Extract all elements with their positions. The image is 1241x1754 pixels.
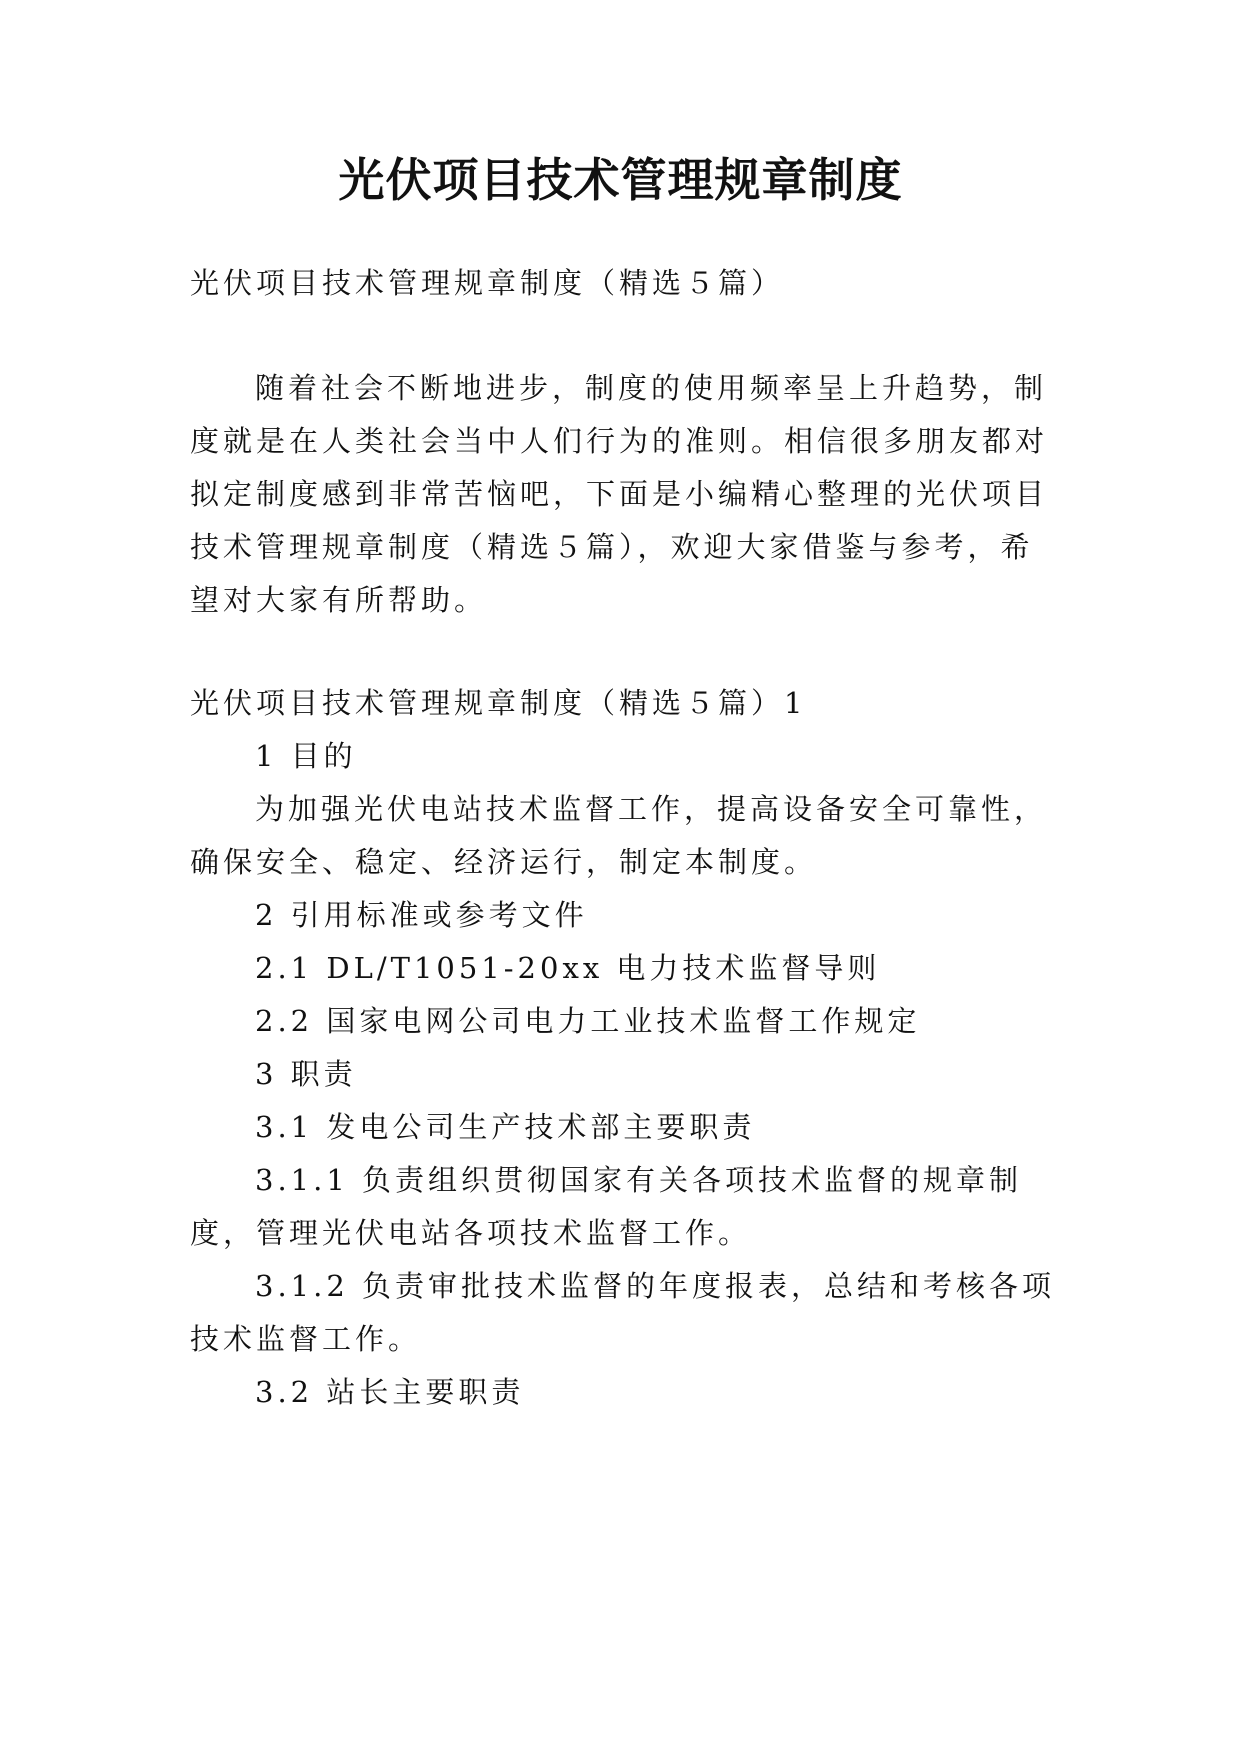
body-line: 度，管理光伏电站各项技术监督工作。 (190, 1216, 752, 1250)
intro-line: 随着社会不断地进步，制度的使用频率呈上升趋势，制 (255, 371, 1048, 405)
document-subtitle: 光伏项目技术管理规章制度（精选５篇） (190, 266, 785, 300)
body-line: 3.1.2 负责审批技术监督的年度报表，总结和考核各项 (255, 1269, 1056, 1303)
intro-line: 拟定制度感到非常苦恼吧，下面是小编精心整理的光伏项目 (190, 477, 1049, 511)
body-line: 3 职责 (255, 1057, 357, 1091)
intro-line: 技术管理规章制度（精选５篇），欢迎大家借鉴与参考，希 (190, 530, 1034, 564)
section-heading: 光伏项目技术管理规章制度（精选５篇）1 (190, 686, 807, 720)
body-line: 技术监督工作。 (190, 1322, 422, 1356)
intro-line: 度就是在人类社会当中人们行为的准则。相信很多朋友都对 (190, 424, 1049, 458)
body-line: 3.2 站长主要职责 (255, 1375, 525, 1409)
body-line: 3.1 发电公司生产技术部主要职责 (255, 1110, 756, 1144)
document-title: 光伏项目技术管理规章制度 (338, 153, 903, 207)
body-line: 3.1.1 负责组织贯彻国家有关各项技术监督的规章制 (255, 1163, 1023, 1197)
body-line: 为加强光伏电站技术监督工作，提高设备安全可靠性， (255, 792, 1048, 826)
body-line: 2.1 DL/T1051-20xx 电力技术监督导则 (255, 951, 881, 985)
body-line: 1 目的 (255, 739, 357, 773)
body-line: 2.2 国家电网公司电力工业技术监督工作规定 (255, 1004, 921, 1038)
body-line: 2 引用标准或参考文件 (255, 898, 588, 932)
body-line: 确保安全、稳定、经济运行，制定本制度。 (190, 845, 818, 879)
intro-line: 望对大家有所帮助。 (190, 583, 488, 617)
